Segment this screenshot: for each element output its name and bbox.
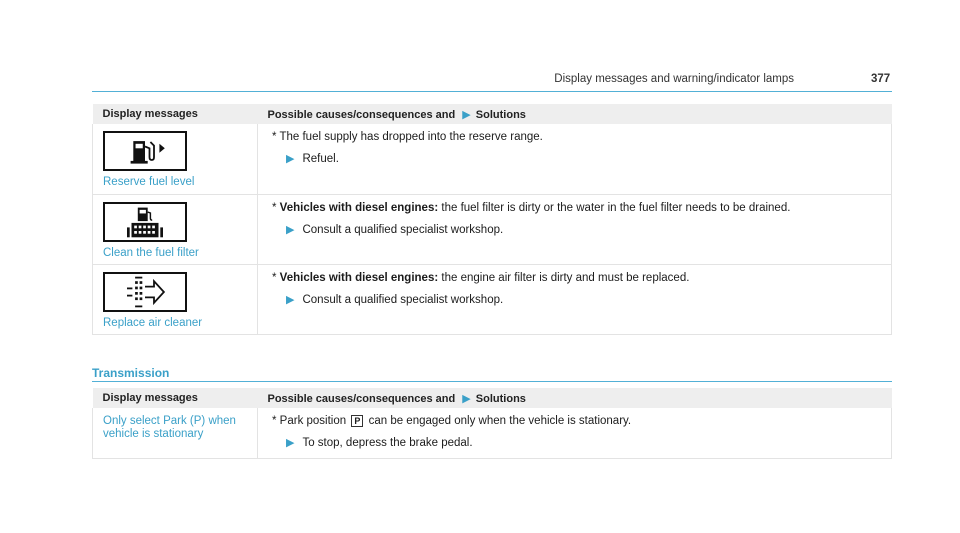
play-arrow-icon: ▶ [462, 392, 471, 405]
transmission-messages-table [92, 388, 892, 459]
col-header-causes: Possible causes/consequences and ▶ Solutions [258, 104, 892, 124]
fuel-pump-reserve-icon [103, 131, 187, 171]
message-label: Only select Park (P) when vehicle is stationary [103, 415, 236, 440]
header-rule [92, 91, 892, 92]
cause-text: * Vehicles with diesel engines: the engine air filter is dirty and must be replaced. [272, 271, 690, 284]
section-rule [92, 381, 892, 382]
table-header [93, 388, 892, 408]
park-position-symbol: P [351, 415, 363, 427]
cause-text: * Vehicles with diesel engines: the fuel filter is dirty or the water in the fuel filter needs to be drained. [272, 201, 791, 214]
section-title: Transmission [92, 366, 170, 380]
table-row [93, 194, 892, 264]
message-label: Clean the fuel filter [103, 246, 199, 259]
play-arrow-icon: ▶ [286, 153, 295, 165]
cause-text: * Park position P can be engaged only when the vehicle is stationary. [272, 415, 632, 427]
table-header [93, 104, 892, 124]
play-arrow-icon: ▶ [286, 293, 295, 306]
table-row [93, 408, 892, 458]
table-row [93, 264, 892, 334]
cause-text: * The fuel supply has dropped into the reserve range. [272, 131, 543, 143]
col-header-causes: Possible causes/consequences and ▶ Solutions [258, 388, 892, 408]
message-label: Replace air cleaner [103, 316, 203, 329]
message-label: Reserve fuel level [103, 176, 195, 188]
solution-step: ▶ To stop, depress the brake pedal. [286, 437, 473, 449]
table-row [93, 124, 892, 194]
play-arrow-icon: ▶ [462, 108, 471, 121]
solution-step: ▶ Consult a qualified specialist workshop. [286, 293, 504, 306]
col-header-messages: Display messages [93, 104, 258, 124]
col-header-messages: Display messages [93, 388, 258, 408]
fuel-filter-icon [103, 202, 187, 242]
solution-step: ▶ Consult a qualified specialist workshop. [286, 223, 504, 236]
page-number: 377 [871, 73, 891, 85]
running-title: Display messages and warning/indicator lamps [554, 73, 794, 85]
display-messages-table [92, 104, 892, 335]
air-cleaner-icon [103, 272, 187, 312]
solution-step: ▶ Refuel. [286, 153, 339, 165]
play-arrow-icon: ▶ [286, 223, 295, 236]
play-arrow-icon: ▶ [286, 437, 295, 449]
